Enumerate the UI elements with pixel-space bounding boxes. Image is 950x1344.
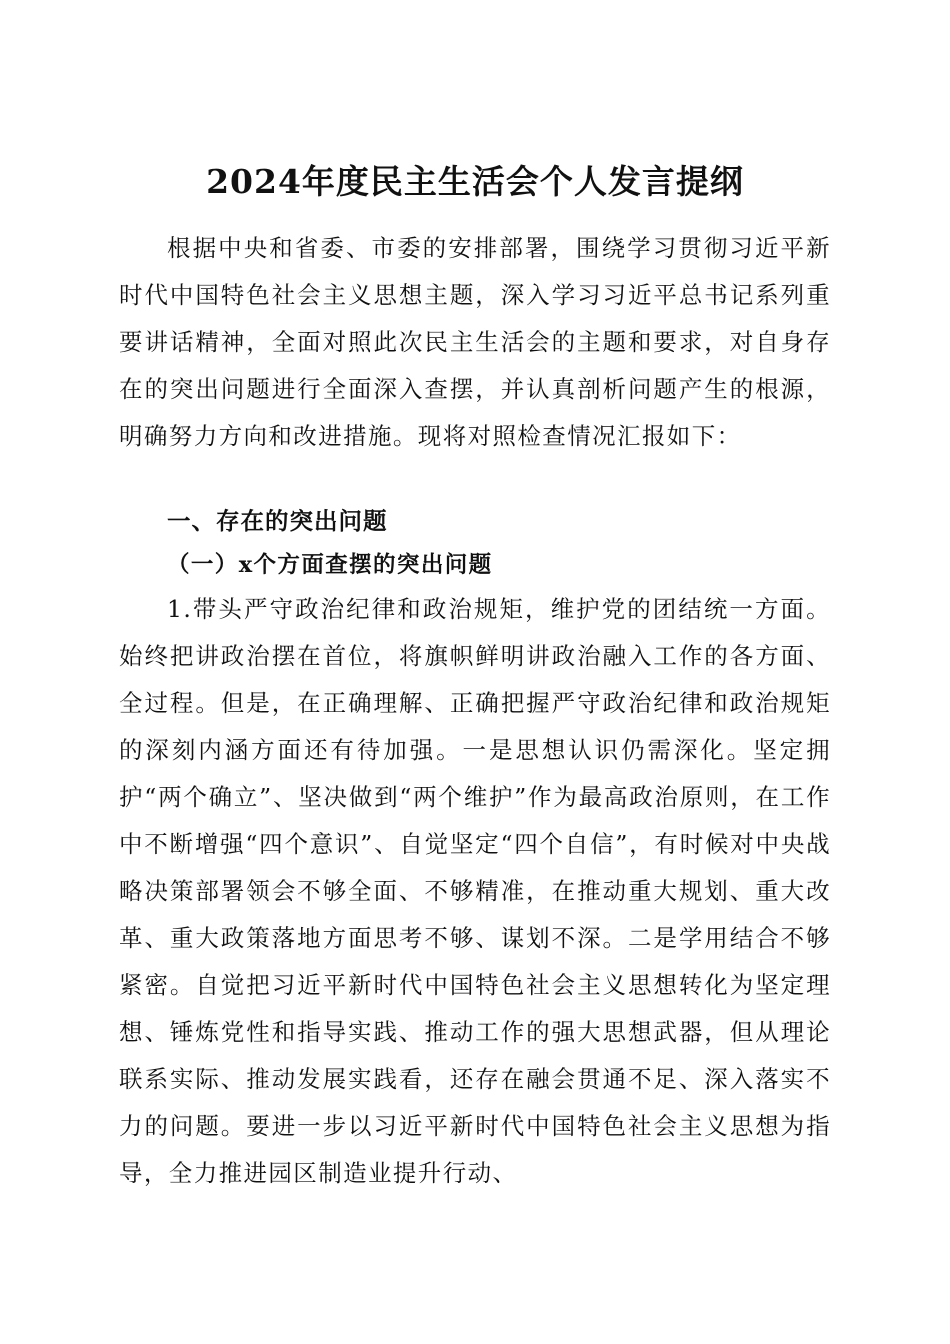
subsection-heading: （一）x个方面查摆的突出问题 bbox=[167, 552, 493, 578]
document-title: 2024年度民主生活会个人发言提纲 bbox=[206, 162, 744, 202]
intro-paragraph: 根据中央和省委、市委的安排部署，围绕学习贯彻习近平新时代中国特色社会主义思想主题，深入学习习近平总书记系列重要讲话精神，全面对照此次民主生活会的主题和要求，对自身存在的突出问题进行全面深入查摆，并认真剖析问题产生的根源，明确努力方向和改进措施。现将对照检查情况汇报如下： bbox=[119, 234, 831, 450]
section-heading: 一、存在的突出问题 bbox=[167, 507, 388, 535]
item-1-paragraph: 1.带头严守政治纪律和政治规矩，维护党的团结统一方面。始终把讲政治摆在首位，将旗帜鲜明讲政治融入工作的各方面、全过程。但是，在正确理解、正确把握严守政治纪律和政治规矩的深刻内涵方面还有待加强。一是思想认识仍需深化。坚定拥护“两个确立”、坚决做到“两个维护”作为最高政治原则，在工作中不断增强“四个意识”、自觉坚定“四个自信”，有时候对中央战略决策部署领会不够全面、不够精准，在推动重大规划、重大改革、重大政策落地方面思考不够、谋划不深。二是学用结合不够紧密。自觉把习近平新时代中国特色社会主义思想转化为坚定理想、锤炼党性和指导实践、推动工作的强大思想武器，但从理论联系实际、推动发展实践看，还存在融会贯通不足、深入落实不力的问题。要进一步以习近平新时代中国特色社会主义思想为指导，全力推进园区制造业提升行动、 bbox=[119, 595, 831, 1187]
